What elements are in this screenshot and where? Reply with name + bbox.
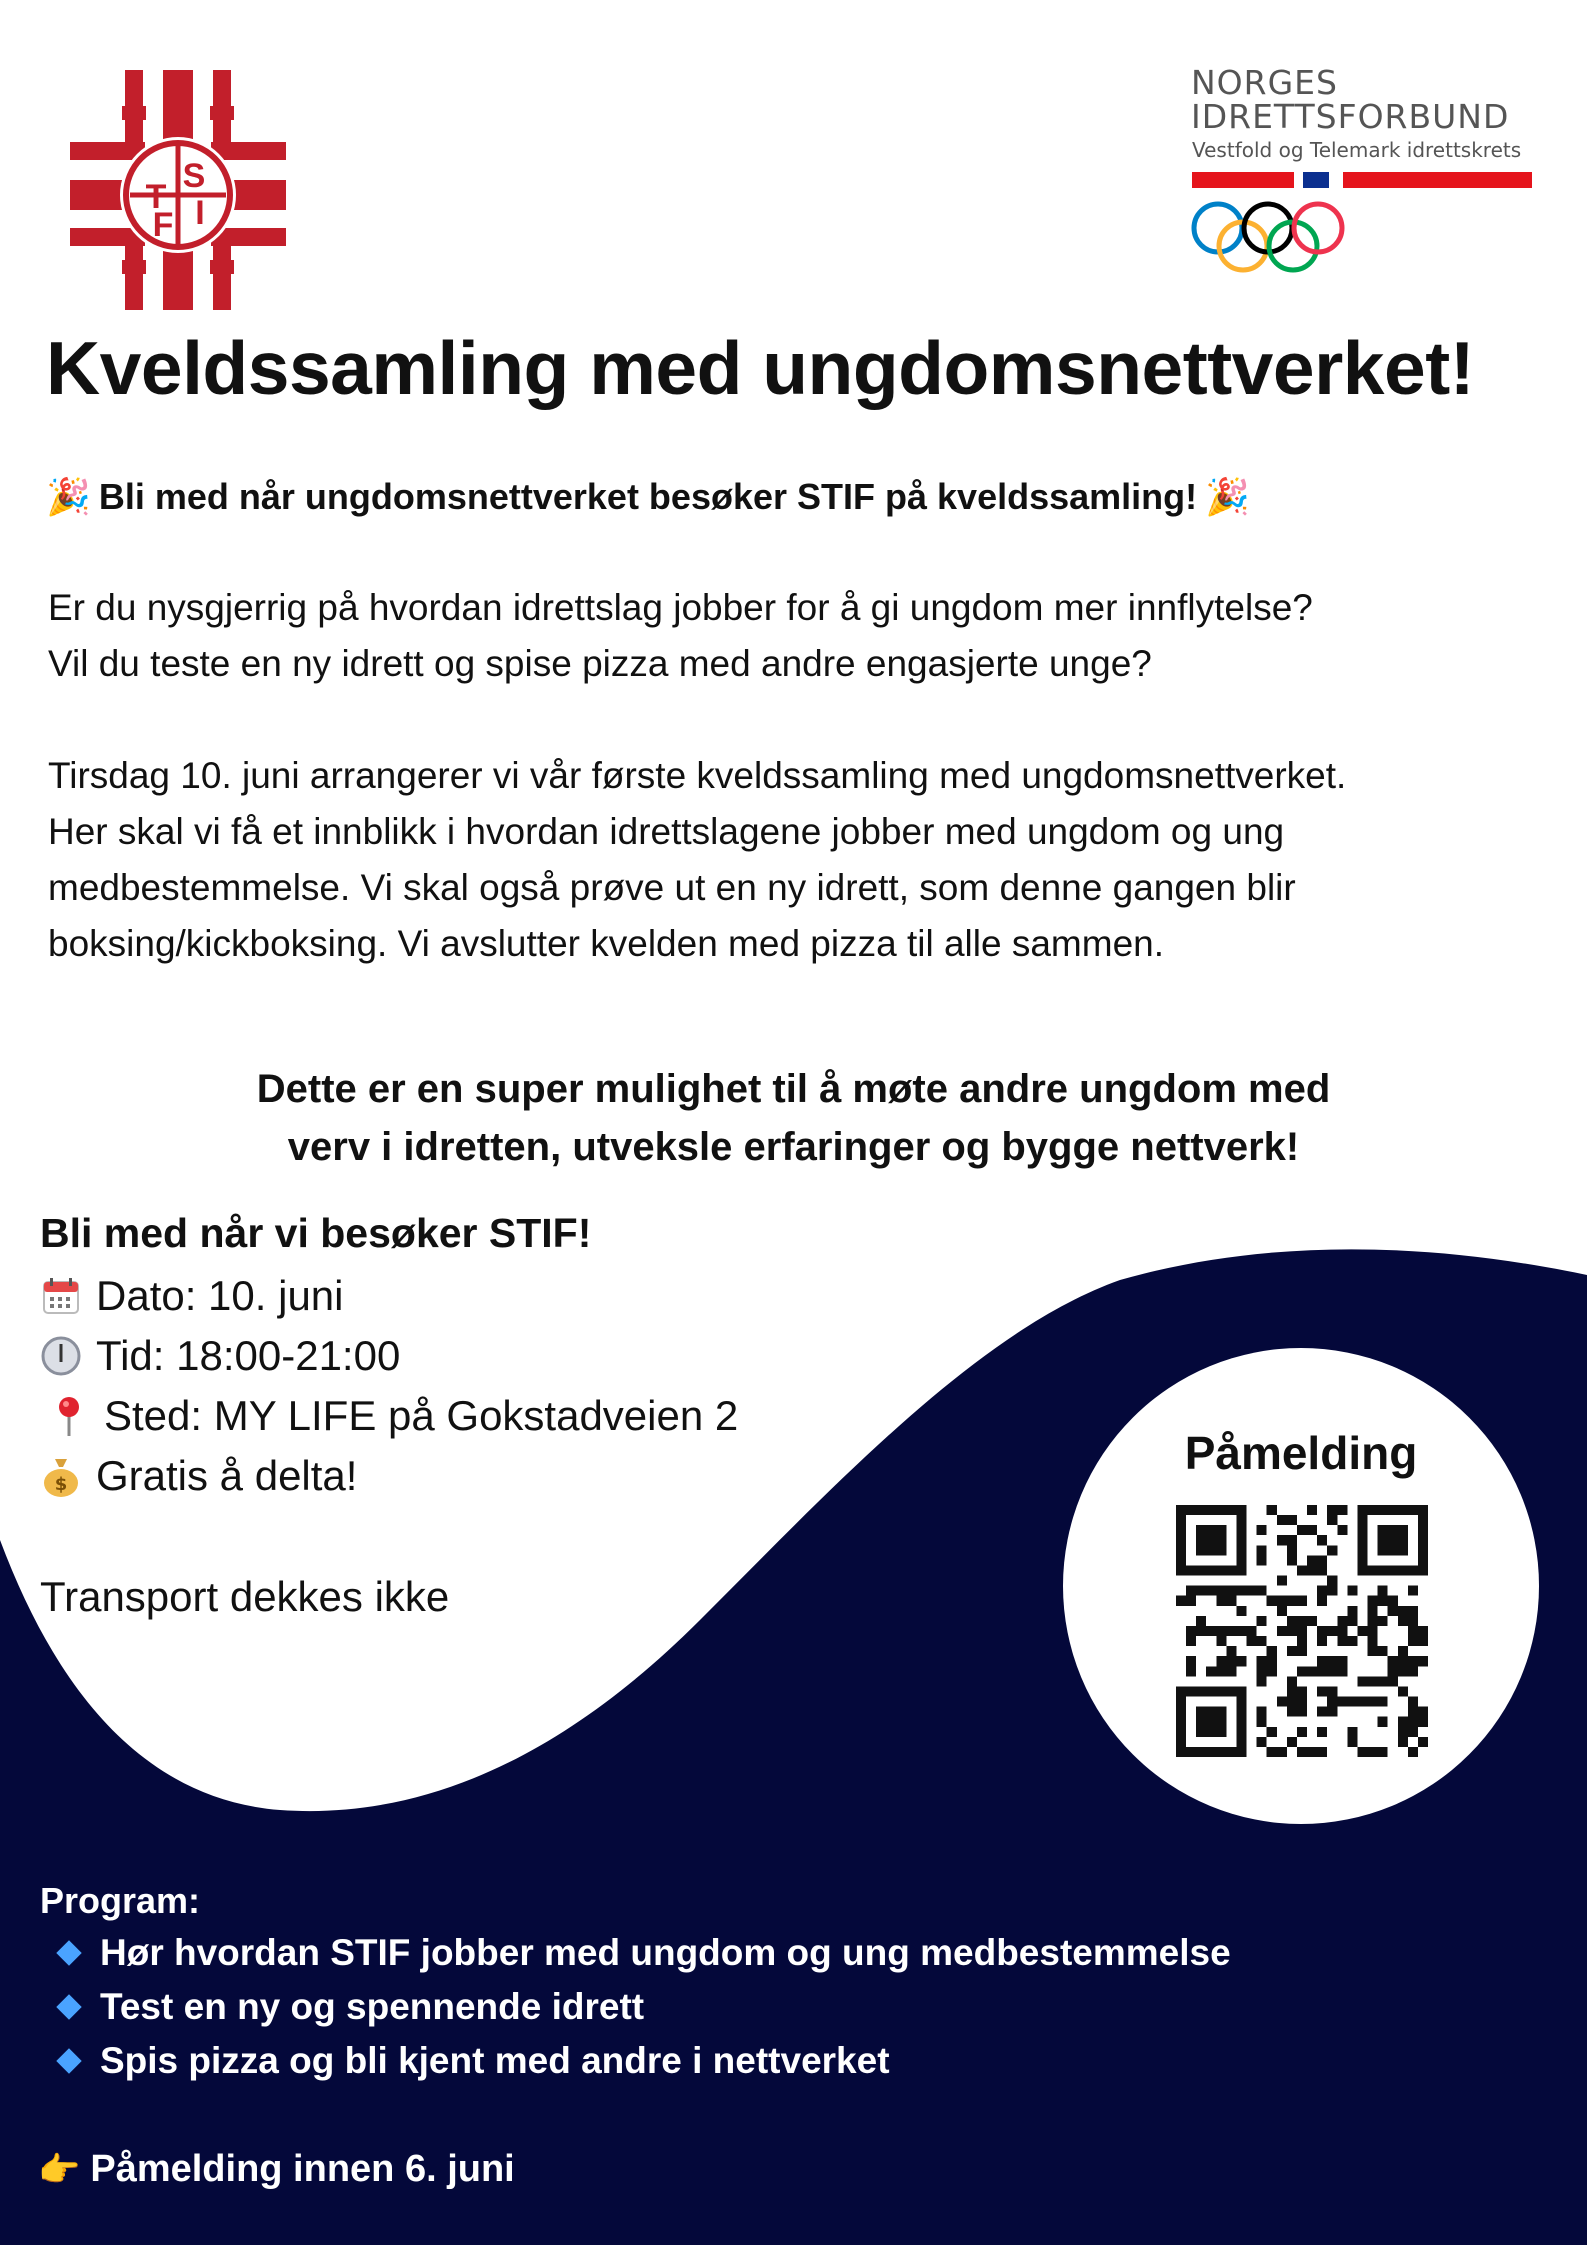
info-time-text: Tid: 18:00-21:00 xyxy=(96,1332,401,1379)
registration-title: Påmelding xyxy=(1184,1427,1418,1479)
paragraph-line: Tirsdag 10. juni arrangerer vi vår første kveldssamling med ungdomsnettverket. xyxy=(48,755,1347,796)
details-paragraph xyxy=(48,748,1558,972)
olympic-rings-icon xyxy=(1188,200,1348,276)
clock-icon xyxy=(40,1335,82,1377)
visit-title: Bli med når vi besøker STIF! xyxy=(40,1210,592,1256)
subtitle-text: Bli med når ungdomsnettverket besøker STIF på kveldssamling! xyxy=(98,476,1198,517)
transport-note: Transport dekkes ikke xyxy=(40,1573,450,1620)
info-free xyxy=(40,1452,357,1500)
program-item xyxy=(56,1932,1231,1974)
subtitle xyxy=(46,476,1250,518)
registration-qr-code[interactable] xyxy=(1176,1505,1428,1757)
stif-logo-letter-f: F xyxy=(152,206,174,244)
highlight-line: verv i idretten, utveksle erfaringer og bygge nettverk! xyxy=(287,1125,1300,1169)
party-popper-icon: 🎉 xyxy=(1205,476,1250,517)
blue-diamond-icon xyxy=(56,2048,81,2073)
pin-icon xyxy=(48,1395,90,1437)
nif-logo-line2: IDRETTSFORBUND xyxy=(1191,97,1510,136)
blue-diamond-icon xyxy=(56,1940,81,1965)
program-item xyxy=(56,2040,890,2082)
blue-diamond-icon xyxy=(56,1994,81,2019)
stif-logo xyxy=(70,68,286,312)
nif-logo xyxy=(1188,63,1533,276)
stif-logo-letter-s: S xyxy=(182,157,206,195)
page-title: Kveldssamling med ungdomsnettverket! xyxy=(46,326,1475,410)
nif-flag-stripes xyxy=(1192,172,1532,188)
program-item xyxy=(56,1986,644,2028)
highlight-text xyxy=(120,1060,1467,1176)
party-popper-icon: 🎉 xyxy=(46,476,91,517)
stif-logo-letter-t: T xyxy=(145,178,167,216)
money-bag-icon xyxy=(40,1455,82,1497)
highlight-line: Dette er en super mulighet til å møte andre ungdom med xyxy=(256,1067,1331,1111)
program-title: Program: xyxy=(40,1880,201,1921)
info-place-text: Sted: MY LIFE på Gokstadveien 2 xyxy=(104,1392,739,1439)
program-item-text: Spis pizza og bli kjent med andre i nettverket xyxy=(100,2040,890,2081)
intro-paragraph xyxy=(48,580,1558,692)
stif-logo-letter-i: I xyxy=(195,194,205,232)
paragraph-line: Vil du teste en ny idrett og spise pizza med andre engasjerte unge? xyxy=(48,643,1152,684)
paragraph-line: medbestemmelse. Vi skal også prøve ut en ny idrett, som denne gangen blir xyxy=(48,867,1296,908)
nif-logo-line1: NORGES xyxy=(1191,63,1338,102)
paragraph-line: Er du nysgjerrig på hvordan idrettslag jobber for å gi ungdom mer innflytelse? xyxy=(48,587,1313,628)
info-free-text: Gratis å delta! xyxy=(96,1452,358,1499)
info-place xyxy=(40,1392,738,1440)
registration-deadline xyxy=(38,2148,515,2191)
info-time xyxy=(40,1332,400,1380)
deadline-text: Påmelding innen 6. juni xyxy=(90,2148,515,2190)
svg-text:$: $ xyxy=(54,1474,68,1495)
info-date xyxy=(40,1272,344,1320)
info-date-text: Dato: 10. juni xyxy=(96,1272,344,1319)
program-item-text: Test en ny og spennende idrett xyxy=(100,1986,645,2027)
calendar-icon xyxy=(40,1275,82,1317)
pointing-hand-icon: 👉 xyxy=(38,2150,81,2189)
nif-logo-line3: Vestfold og Telemark idrettskrets xyxy=(1192,138,1522,162)
paragraph-line: boksing/kickboksing. Vi avslutter kvelden med pizza til alle sammen. xyxy=(48,923,1164,964)
paragraph-line: Her skal vi få et innblikk i hvordan idrettslagene jobber med ungdom og ung xyxy=(48,811,1285,852)
program-item-text: Hør hvordan STIF jobber med ungdom og ung medbestemmelse xyxy=(100,1932,1231,1973)
